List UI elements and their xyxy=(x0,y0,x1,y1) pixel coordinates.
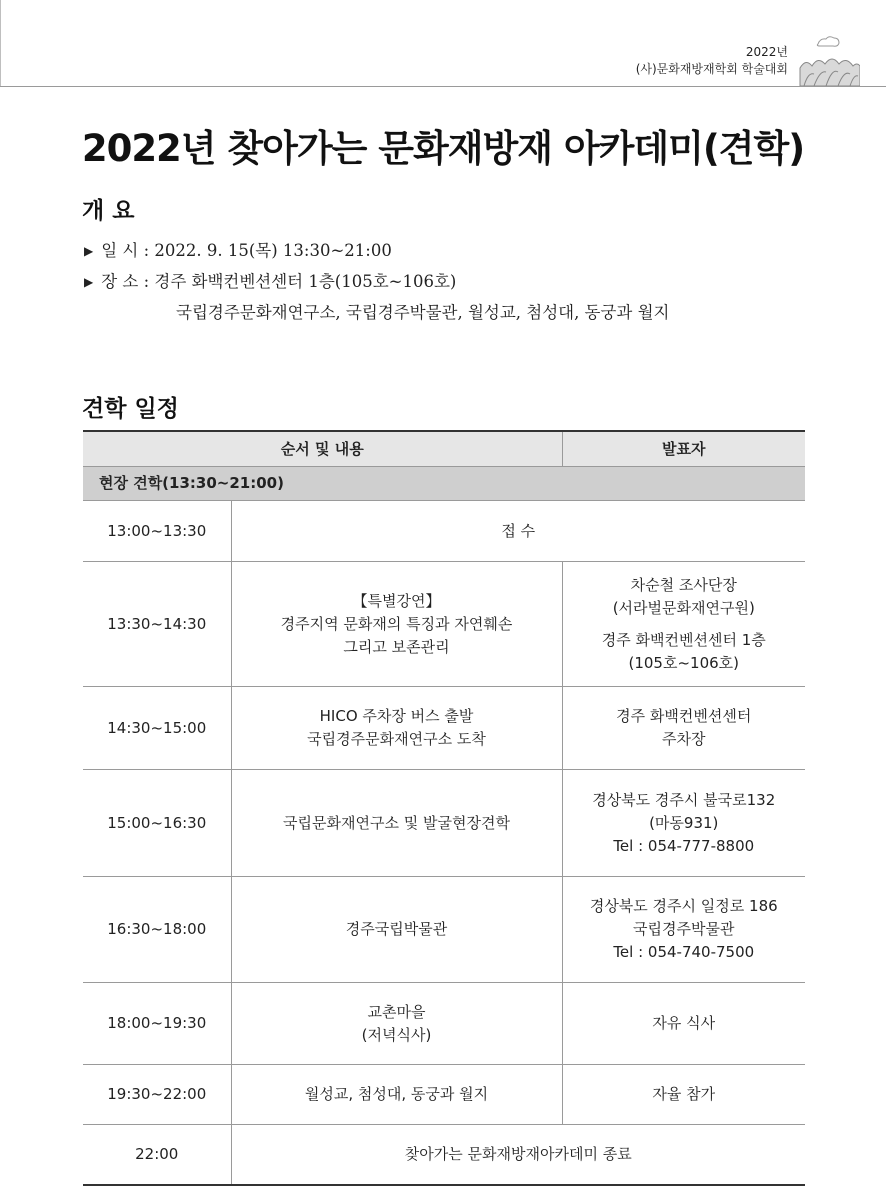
row-content: 접 수 xyxy=(231,501,805,562)
content-line: 교촌마을 xyxy=(367,1002,426,1021)
presenter-line: 주차장 xyxy=(662,730,706,748)
row-presenter xyxy=(562,770,805,877)
row-time: 14:30~15:00 xyxy=(83,687,231,770)
table-header-row xyxy=(83,431,805,467)
table-row xyxy=(83,687,805,770)
content-line: HICO 주차장 버스 출발 xyxy=(319,707,474,725)
presenter-line: (105호~106호) xyxy=(628,653,739,672)
row-content xyxy=(231,687,562,770)
overview-place-cont: 국립경주문화재연구소, 국립경주박물관, 월성교, 첨성대, 동궁과 월지 xyxy=(176,303,670,322)
section-label: 현장 견학(13:30~21:00) xyxy=(83,467,805,501)
row-time: 13:00~13:30 xyxy=(83,501,231,562)
presenter-line: 경상북도 경주시 불국로132 xyxy=(592,790,776,809)
row-content xyxy=(231,562,562,687)
row-content xyxy=(231,983,562,1065)
presenter-line: (서라벌문화재연구원) xyxy=(612,598,755,617)
overview-date xyxy=(84,237,392,261)
row-presenter: 자율 참가 xyxy=(562,1065,805,1125)
row-presenter xyxy=(562,562,805,687)
presenter-line: Tel : 054-777-8800 xyxy=(613,836,755,855)
overview-place xyxy=(84,268,456,292)
row-time: 13:30~14:30 xyxy=(83,562,231,687)
bullet-triangle-icon: ▶ xyxy=(84,275,94,289)
header-org: (사)문화재방재학회 학술대회 xyxy=(635,62,788,76)
table-row xyxy=(83,877,805,983)
col-content-header: 순서 및 내용 xyxy=(83,431,562,467)
hill-cloud-logo-icon xyxy=(798,34,860,86)
overview-place-text: 장 소 : 경주 화백컨벤션센터 1층(105호~106호) xyxy=(101,272,457,291)
col-presenter-header: 발표자 xyxy=(562,431,805,467)
schedule-heading: 견학 일정 xyxy=(82,396,179,422)
row-content: 경주국립박물관 xyxy=(231,877,562,983)
presenter-line: 경상북도 경주시 일정로 186 xyxy=(589,897,778,915)
row-time: 22:00 xyxy=(83,1125,231,1185)
presenter-line: 국립경주박물관 xyxy=(633,920,735,938)
presenter-line: 경주 화백컨벤션센터 1층 xyxy=(601,630,766,649)
running-header xyxy=(636,44,788,78)
bullet-triangle-icon: ▶ xyxy=(84,244,94,258)
row-time: 18:00~19:30 xyxy=(83,983,231,1065)
row-presenter: 자유 식사 xyxy=(562,983,805,1065)
row-time: 16:30~18:00 xyxy=(83,877,231,983)
table-row xyxy=(83,770,805,877)
table-row xyxy=(83,1065,805,1125)
row-time: 15:00~16:30 xyxy=(83,770,231,877)
schedule-table xyxy=(83,430,805,1186)
header-year: 2022년 xyxy=(745,45,788,59)
presenter-line: Tel : 054-740-7500 xyxy=(613,943,755,961)
presenter-line: (마동931) xyxy=(649,813,719,832)
content-line: 경주지역 문화재의 특징과 자연훼손 xyxy=(280,614,513,633)
section-row xyxy=(83,467,805,501)
overview-date-text: 일 시 : 2022. 9. 15(목) 13:30~21:00 xyxy=(101,241,392,260)
header-left-rule xyxy=(0,0,1,86)
row-presenter xyxy=(562,877,805,983)
table-row xyxy=(83,1125,805,1185)
table-row xyxy=(83,562,805,687)
presenter-line: 차순철 조사단장 xyxy=(630,575,737,594)
table-row xyxy=(83,983,805,1065)
overview-heading: 개 요 xyxy=(82,198,135,224)
page-title: 2022년 찾아가는 문화재방재 아카데미(견학) xyxy=(81,127,805,170)
table-row xyxy=(83,501,805,562)
row-content: 찾아가는 문화재방재아카데미 종료 xyxy=(231,1125,805,1185)
content-line: 국립경주문화재연구소 도착 xyxy=(307,730,486,748)
presenter-line: 경주 화백컨벤션센터 xyxy=(616,707,752,725)
header-divider xyxy=(0,86,886,87)
content-line: 【특별강연】 xyxy=(352,591,441,610)
row-content: 월성교, 첨성대, 동궁과 월지 xyxy=(231,1065,562,1125)
row-presenter xyxy=(562,687,805,770)
content-line: 그리고 보존관리 xyxy=(343,637,450,656)
row-content: 국립문화재연구소 및 발굴현장견학 xyxy=(231,770,562,877)
content-line: (저녁식사) xyxy=(361,1025,432,1044)
row-time: 19:30~22:00 xyxy=(83,1065,231,1125)
